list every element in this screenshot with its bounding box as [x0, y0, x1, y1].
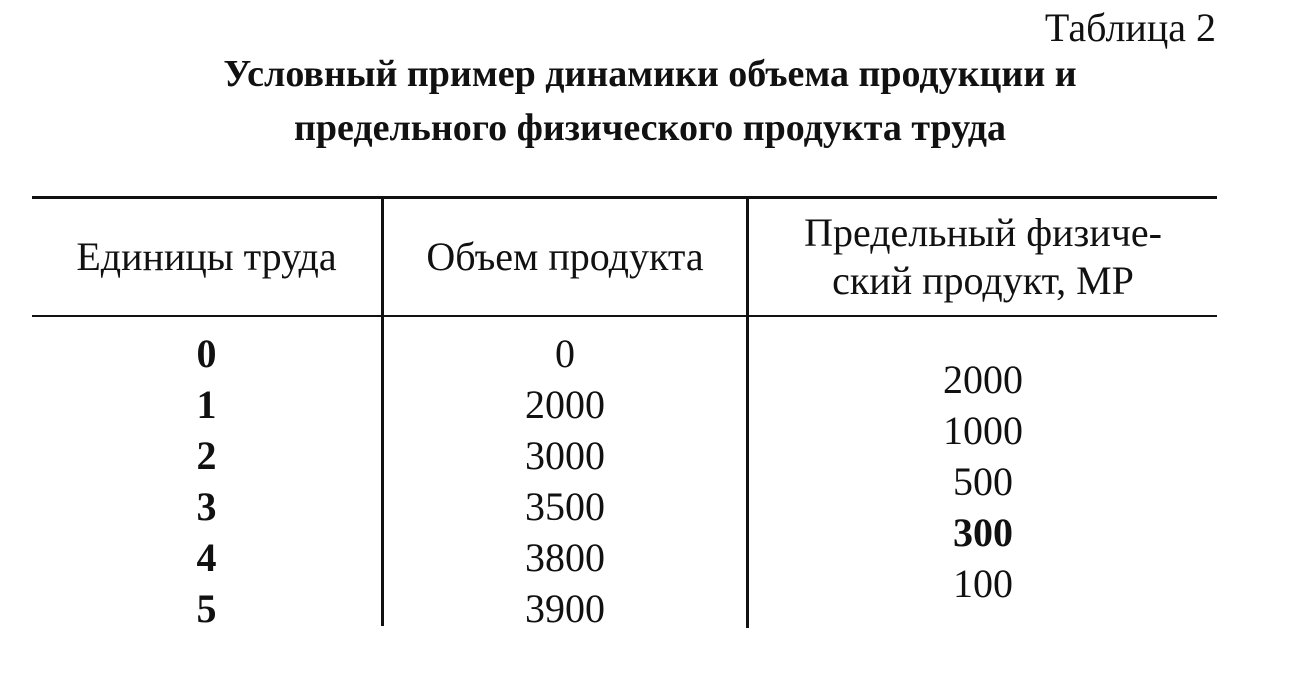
marginal-product-cell: 100	[953, 561, 1013, 606]
header-output-volume-text: Объем продукта	[426, 233, 704, 279]
column-output-volume	[384, 328, 746, 634]
header-output-volume	[384, 198, 746, 315]
header-marginal-product-line-2: ский продукт, МР	[832, 257, 1134, 303]
marginal-product-cell: 300	[953, 510, 1013, 555]
labor-units-cell: 0	[196, 331, 217, 376]
column-marginal-product	[749, 354, 1217, 609]
header-labor-units	[32, 198, 381, 315]
table-title-line-1: Условный пример динамики объема продукции и	[223, 53, 1077, 95]
table-number: Таблица 2	[1044, 5, 1216, 50]
marginal-product-cell: 500	[953, 459, 1013, 504]
column-labor-units	[32, 328, 381, 634]
labor-units-cell: 3	[196, 484, 217, 529]
header-labor-units-text: Единицы труда	[76, 233, 337, 279]
output-volume-cell: 2000	[525, 382, 605, 427]
table-header-rule	[32, 315, 1217, 317]
labor-units-cell: 1	[196, 382, 217, 427]
labor-units-cell: 2	[196, 433, 217, 478]
header-marginal-product-line-1: Предельный физиче-	[804, 209, 1162, 255]
labor-units-cell: 4	[196, 535, 217, 580]
marginal-product-cell: 2000	[943, 357, 1023, 402]
output-volume-cell: 3900	[525, 586, 605, 631]
output-volume-cell: 3800	[525, 535, 605, 580]
output-volume-cell: 3000	[525, 433, 605, 478]
output-volume-cell: 0	[555, 331, 575, 376]
marginal-product-cell: 1000	[943, 408, 1023, 453]
header-marginal-product	[749, 198, 1217, 315]
labor-units-cell: 5	[196, 586, 217, 631]
table-title-line-2: предельного физического продукта труда	[293, 107, 1007, 149]
output-volume-cell: 3500	[525, 484, 605, 529]
